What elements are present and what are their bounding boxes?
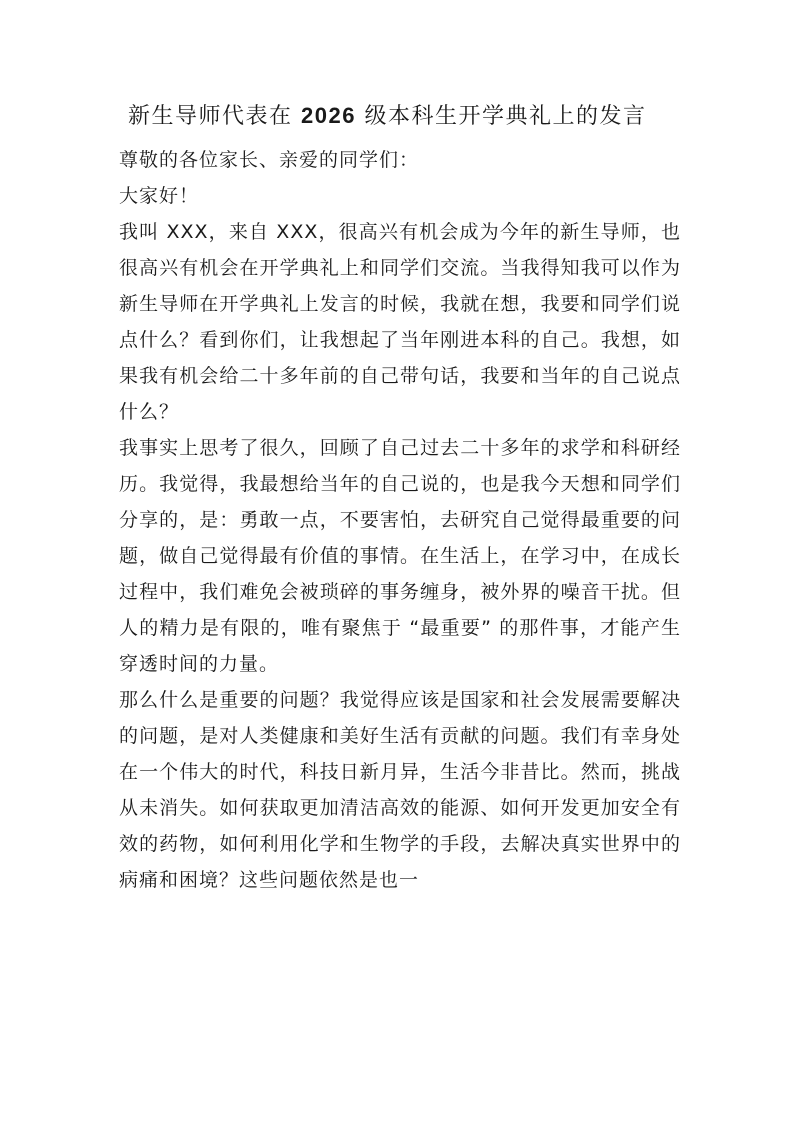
paragraph: 我叫 XXX，来自 XXX，很高兴有机会成为今年的新生导师，也很高兴有机会在开学典礼上和同学们交流。当我得知我可以作为新生导师在开学典礼上发言的时候，我就在想，我要和同学们说点什么？看到你们，让我想起了当年刚进本科的自己。我想，如果我有机会给二十多年前的自己带句话，我要和当年的自己说点什么？	[119, 221, 681, 423]
document-body	[119, 142, 681, 898]
paragraph: 我事实上思考了很久，回顾了自己过去二十多年的求学和科研经历。我觉得，我最想给当年的自己说的，也是我今天想和同学们分享的，是：勇敢一点，不要害怕，去研究自己觉得最重要的问题，做自己觉得最有价值的事情。在生活上，在学习中，在成长过程中，我们难免会被琐碎的事务缠身，被外界的噪音干扰。但人的精力是有限的，唯有聚焦于 “最重要” 的那件事，才能产生穿透时间的力量。	[119, 437, 681, 675]
title-prefix: 新生导师代表在	[128, 104, 301, 129]
title-year: 2026	[301, 103, 356, 128]
salutation: 尊敬的各位家长、亲爱的同学们：	[119, 149, 420, 171]
document-title	[128, 101, 688, 132]
title-suffix: 级本科生开学典礼上的发言	[355, 104, 647, 129]
greeting: 大家好！	[119, 185, 200, 207]
paragraph: 那么什么是重要的问题？我觉得应该是国家和社会发展需要解决的问题，是对人类健康和美好生活有贡献的问题。我们有幸身处在一个伟大的时代，科技日新月异，生活今非昔比。然而，挑战从未消失。如何获取更加清洁高效的能源、如何开发更加安全有效的药物，如何利用化学和生物学的手段，去解决真实世界中的病痛和困境？这些问题依然是也一	[119, 689, 681, 891]
